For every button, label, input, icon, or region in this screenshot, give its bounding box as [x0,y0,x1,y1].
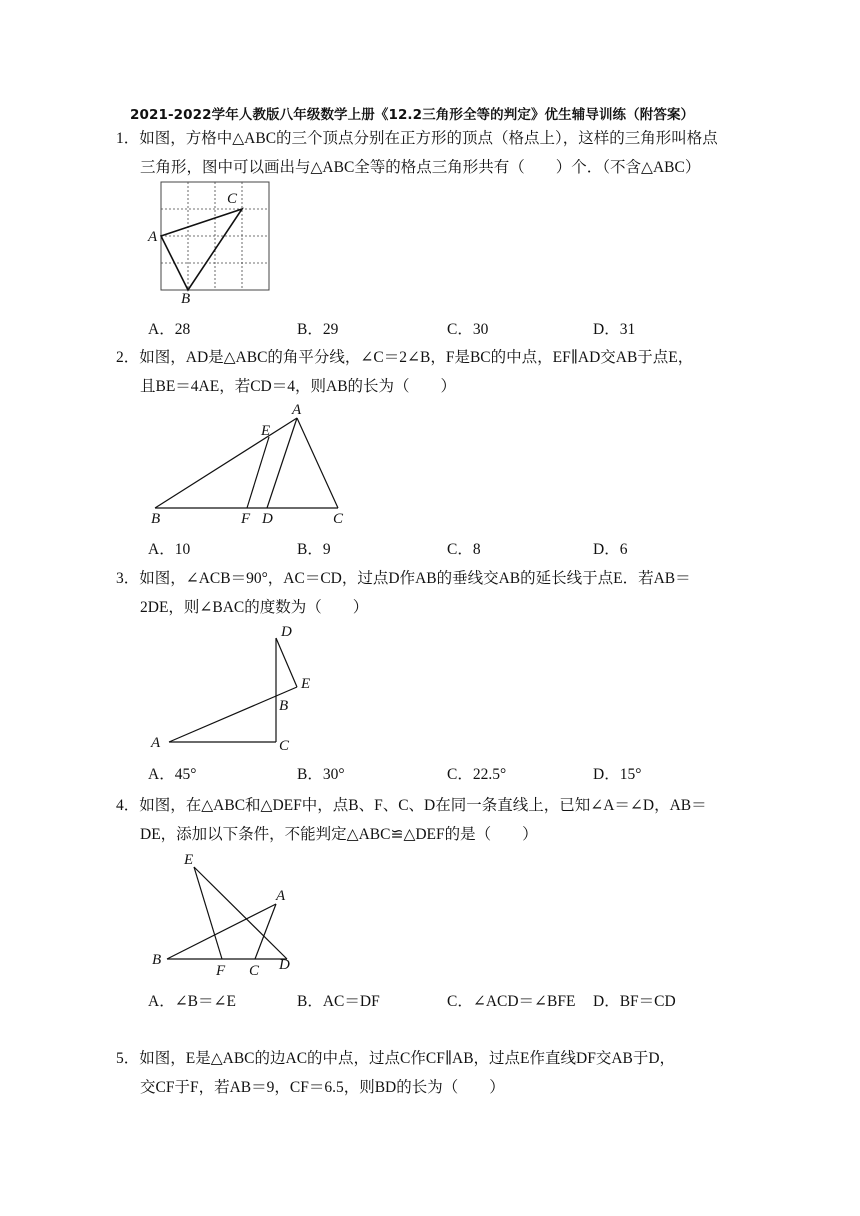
q4-option-a[interactable]: A．∠B＝∠E [148,993,236,1010]
label-c: C [249,963,260,979]
q3-option-b[interactable]: B．30° [297,766,345,783]
q2-option-b[interactable]: B．9 [297,541,331,558]
segment-ac [297,418,338,508]
label-d: D [279,957,290,973]
label-d: D [262,511,273,527]
q3-triangle-figure [145,620,330,755]
label-c: C [279,738,290,754]
q3-option-c[interactable]: C．22.5° [447,766,507,783]
label-c: C [333,511,344,527]
q1-option-b[interactable]: B．29 [297,321,339,338]
q2-option-a[interactable]: A．10 [148,541,191,558]
q2-triangle-figure [145,400,360,530]
q1-option-d[interactable]: D．31 [593,321,636,338]
q5-text-line2: 交CF于F，若AB＝9，CF＝6.5，则BD的长为（ ） [140,1079,505,1096]
label-b: B [151,511,161,527]
q4-triangles-figure [145,848,305,978]
label-f: F [241,511,251,527]
label-f: F [216,963,226,979]
q3-option-d[interactable]: D．15° [593,766,642,783]
q4-option-b[interactable]: B．AC＝DF [297,993,380,1010]
segment-de [276,638,297,687]
q4-text-line2: DE，添加以下条件，不能判定△ABC≌△DEF的是（ ） [140,826,538,843]
segment-ad [267,418,297,508]
label-b: B [152,952,162,968]
q4-option-d[interactable]: D．BF＝CD [593,993,676,1010]
q3-text-line2: 2DE，则∠BAC的度数为（ ） [140,599,369,616]
label-e: E [184,852,194,868]
q1-grid-lines [161,182,269,290]
label-a: A [292,402,302,418]
segment-ba [155,418,297,508]
q2-option-c[interactable]: C．8 [447,541,481,558]
triangle-abc [161,209,242,290]
label-b: B [279,698,289,714]
q2-text-line2: 且BE＝4AE，若CD＝4，则AB的长为（ ） [140,378,457,395]
segment-ac [255,904,276,959]
q4-option-c[interactable]: C．∠ACD＝∠BFE [447,993,576,1010]
q1-option-a[interactable]: A．28 [148,321,191,338]
q1-text-line2: 三角形，图中可以画出与△ABC全等的格点三角形共有（ ）个．（不含△ABC） [140,159,701,176]
label-a: A [151,735,161,751]
q2-option-d[interactable]: D．6 [593,541,628,558]
label-d: D [281,624,292,640]
segment-ae [169,687,297,742]
label-c: C [227,191,238,207]
worksheet-title: 2021-2022学年人教版八年级数学上册《12.2三角形全等的判定》优生辅导训练（附答案） [130,107,695,123]
label-e: E [301,676,311,692]
label-a: A [276,888,286,904]
label-e: E [261,423,271,439]
q2-text-line1: 2．如图，AD是△ABC的角平分线，∠C＝2∠B，F是BC的中点，EF∥AD交AB于点E， [116,349,694,366]
label-a: A [148,229,158,245]
q1-grid-figure [145,180,280,305]
q5-text-line1: 5．如图，E是△ABC的边AC的中点，过点C作CF∥AB，过点E作直线DF交AB于D， [116,1050,676,1067]
q4-text-line1: 4．如图，在△ABC和△DEF中，点B、F、C、D在同一条直线上，已知∠A＝∠D，AB＝ [116,797,707,814]
label-b: B [181,291,191,307]
q1-text-line1: 1．如图，方格中△ABC的三个顶点分别在正方形的顶点（格点上），这样的三角形叫格点 [116,130,718,147]
q3-option-a[interactable]: A．45° [148,766,197,783]
q3-text-line1: 3．如图，∠ACB＝90°，AC＝CD，过点D作AB的垂线交AB的延长线于点E．若AB＝ [116,570,691,587]
q1-option-c[interactable]: C．30 [447,321,489,338]
